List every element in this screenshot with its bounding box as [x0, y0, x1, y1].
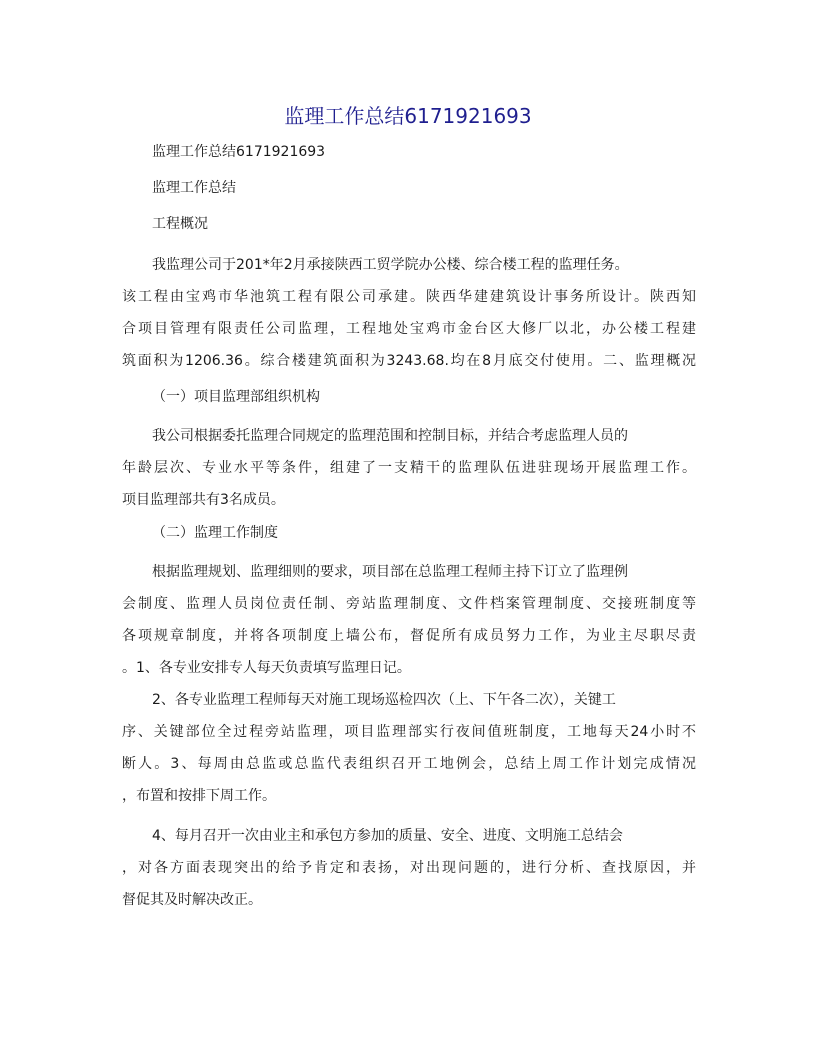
paragraph-line: 断人。3、每周由总监或总监代表组织召开工地例会，总结上周工作计划完成情况 — [122, 756, 696, 772]
subtitle-line: 监理工作总结6171921693 — [152, 144, 326, 160]
paragraph-line: 年龄层次、专业水平等条件，组建了一支精干的监理队伍进驻现场开展监理工作。 — [122, 460, 696, 476]
paragraph-line: ，布置和按排下周工作。 — [122, 788, 276, 804]
paragraph-line: 我公司根据委托监理合同规定的监理范围和控制目标，并结合考虑监理人员的 — [152, 428, 628, 444]
section-heading: （二）监理工作制度 — [152, 525, 278, 541]
paragraph-line: 。1、各专业安排专人每天负责填写监理日记。 — [122, 660, 411, 676]
paragraph-line: 该工程由宝鸡市华池筑工程有限公司承建。陕西华建建筑设计事务所设计。陕西知 — [122, 289, 696, 305]
paragraph-line: 我监理公司于201*年2月承接陕西工贸学院办公楼、综合楼工程的监理任务。 — [152, 257, 629, 273]
paragraph-line: 项目监理部共有3名成员。 — [122, 492, 285, 508]
section-heading: （一）项目监理部组织机构 — [152, 389, 320, 405]
paragraph-line: 会制度、监理人员岗位责任制、旁站监理制度、文件档案管理制度、交接班制度等 — [122, 596, 696, 612]
paragraph-line: 根据监理规划、监理细则的要求，项目部在总监理工程师主持下订立了监理例 — [152, 564, 628, 580]
paragraph-line: 4、每月召开一次由业主和承包方参加的质量、安全、进度、文明施工总结会 — [152, 828, 623, 844]
paragraph-line: 2、各专业监理工程师每天对施工现场巡检四次（上、下午各二次），关键工 — [152, 692, 616, 708]
paragraph-line: ，对各方面表现突出的给予肯定和表扬，对出现问题的，进行分析、查找原因，并 — [122, 860, 696, 876]
section-heading: 工程概况 — [152, 216, 208, 232]
paragraph-line: 序、关键部位全过程旁站监理，项目监理部实行夜间值班制度，工地每天24小时不 — [122, 724, 696, 740]
document-title: 监理工作总结6171921693 — [284, 104, 532, 128]
paragraph-line: 合项目管理有限责任公司监理，工程地处宝鸡市金台区大修厂以北，办公楼工程建 — [122, 321, 696, 337]
paragraph-line: 各项规章制度，并将各项制度上墙公布，督促所有成员努力工作，为业主尽职尽责 — [122, 628, 696, 644]
paragraph-line: 筑面积为1206.36。综合楼建筑面积为3243.68.均在8月底交付使用。二、监理概况 — [122, 353, 696, 369]
paragraph-line: 督促其及时解决改正。 — [122, 892, 262, 908]
section-heading: 监理工作总结 — [152, 180, 236, 196]
